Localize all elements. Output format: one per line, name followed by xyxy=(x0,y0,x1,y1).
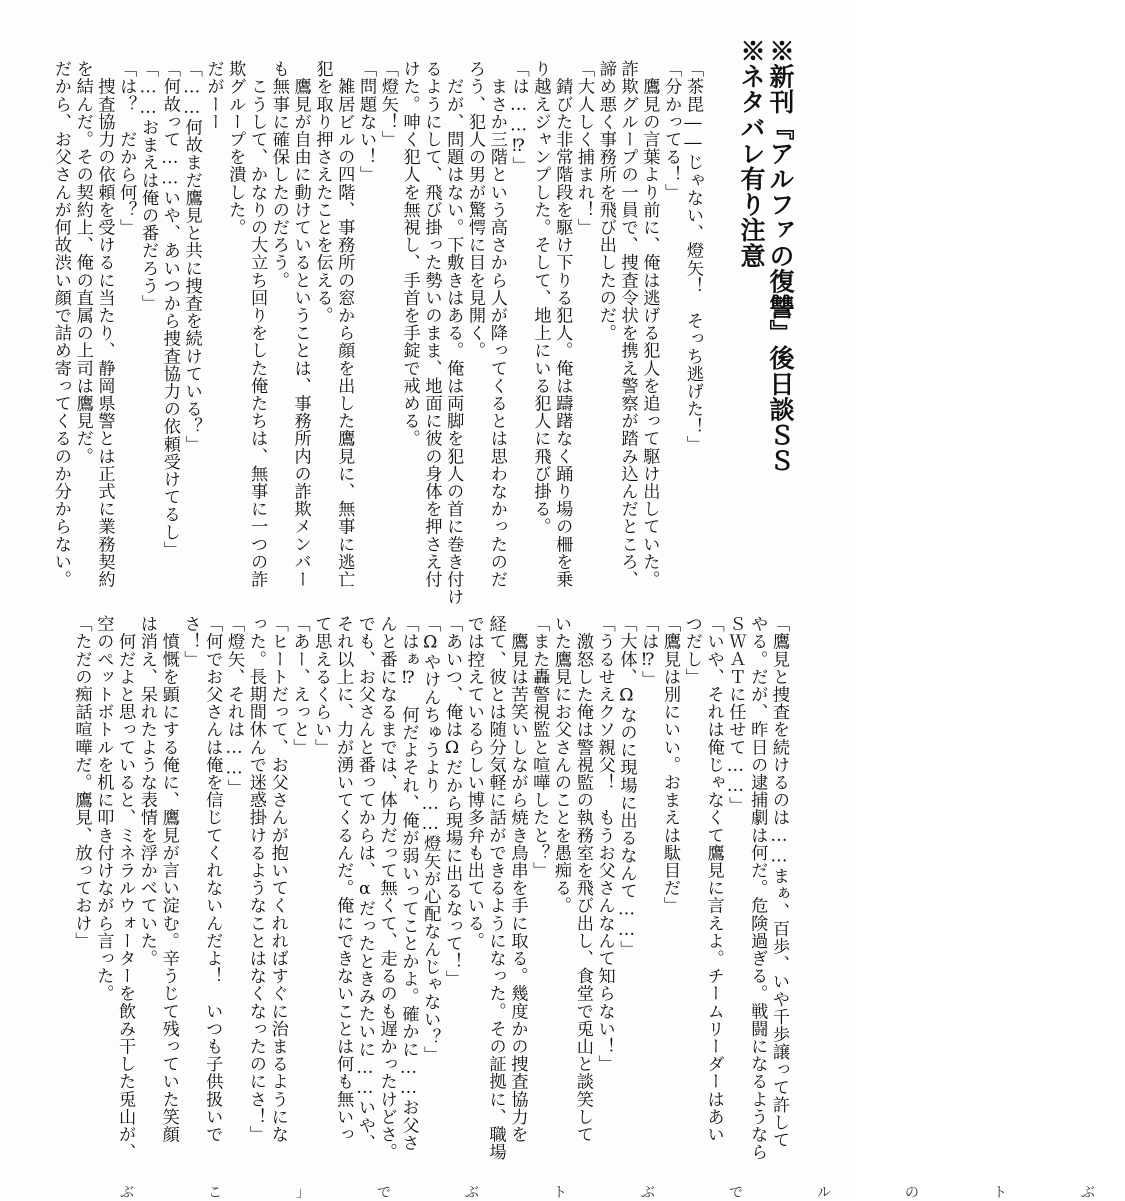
text-line: 「何故って……いや、あいつから捜査協力の依頼受けてるし」 xyxy=(159,60,180,559)
text-line: 「燈矢、それは……」 xyxy=(224,615,245,797)
text-line: 「鷹見は別にいい。おまえは駄目だ」 xyxy=(660,615,681,915)
text-line: だがーー xyxy=(203,60,224,131)
text-line: 空のペットボトルを机に叩き付けながら言った。 xyxy=(93,615,114,1003)
title-block xyxy=(733,38,795,498)
text-line: でも、お父さんと番ってからは、αだったときみたいに……いや、 xyxy=(354,615,375,1152)
text-line: 「問題ない！」 xyxy=(356,60,377,184)
title-line-1: ※新刊『アルファの復讐』後日談ＳＳ xyxy=(766,38,795,474)
text-line: だが、問題はない。下敷きはある。俺は両脚を犯人の首に巻き付け xyxy=(443,60,464,606)
text-line: 「燈矢！」 xyxy=(377,60,398,148)
text-line: ＳＷＡＴに任せて……」 xyxy=(725,615,746,815)
text-line: 「はぁ⁉ 何だよそれ、俺が弱いってことかよ。確かに……お父さ xyxy=(398,615,419,1152)
text-line: 「あいつ、俺はΩだから現場に出るなって！」 xyxy=(442,615,463,988)
text-line: それ以上に、力が湧いてくるんだ。俺にできないことは何も無いっ xyxy=(333,615,354,1143)
text-line: 「いや、それは俺じゃなくて鷹見に言えよ。チームリーダーはあい xyxy=(703,615,724,1143)
text-line: けた。呻く犯人を無視し、手首を手錠で戒める。 xyxy=(399,60,420,448)
text-line: 錆びた非常階段を駆け下りる犯人。俺は躊躇なく踊り場の柵を乗 xyxy=(552,60,573,588)
text-line: 「ヒートだって、お父さんが抱いてくれればすぐに治まるようにな xyxy=(267,615,288,1143)
text-line: 諦め悪く事務所を飛び出したのだ。 xyxy=(595,60,616,342)
text-line: では控えているらしい博多弁も出ている。 xyxy=(463,615,484,950)
text-line: 詐欺グループの一員で、捜査令状を携え警察が踏み込んだところ、 xyxy=(617,60,638,588)
lower-text-block xyxy=(49,615,789,1190)
text-line: さ！」 xyxy=(180,615,201,668)
text-line: るようにして、飛び掛った勢いのまま、地面に彼の身体を押さえ付 xyxy=(421,60,442,588)
text-line: 「何でお父さんは俺を信じてくれないんだよ！ いつも子供扱いで xyxy=(202,615,223,1143)
text-line: 「は？ だから何？」 xyxy=(116,60,137,236)
text-line: 「あー、えっと」 xyxy=(289,615,310,756)
text-line: 「鷹見と捜査を続けるのは……まぁ、百歩、いや千歩譲って許して xyxy=(769,615,789,1149)
text-line: った。長期間休んで迷惑掛けるようなことはなくなったのにさ！」 xyxy=(245,615,266,1143)
text-line: 「分かってる！」 xyxy=(661,60,682,201)
text-line: 欺グループを潰した。 xyxy=(225,60,246,236)
text-line: いた鷹見にお父さんのことを愚痴る。 xyxy=(551,615,572,915)
text-line: 憤慨を顕にする俺に、鷹見が言い淀む。辛うじて残っていた笑顔 xyxy=(158,615,179,1143)
text-line: 「は⁉」 xyxy=(638,615,659,689)
text-line: まさか三階という高さから人が降ってくるとは思わなかったのだ xyxy=(486,60,507,588)
text-line: 鷹見が自由に動けているということは、事務所内の詐欺メンバー xyxy=(290,60,311,588)
text-line: こうして、かなりの大立ち回りをした俺たちは、無事に一つの詐 xyxy=(247,60,268,588)
text-line: 「……おまえは俺の番だろう」 xyxy=(138,60,159,312)
text-line: り越えジャンプした。そして、地上にいる犯人に飛び掛る。 xyxy=(530,60,551,536)
text-line: ろう、犯人の男が驚愕に目を見開く。 xyxy=(465,60,486,360)
text-line: 雑居ビルの四階、事務所の窓から顔を出した鷹見に、無事に逃亡 xyxy=(334,60,355,588)
text-line: も無事に確保したのだろう。 xyxy=(268,60,289,289)
text-line: 捜査協力の依頼を受けるに当たり、静岡県警とは正式に業務契約 xyxy=(94,60,115,588)
text-line: 経て、彼とは随分気軽に話ができるようになった。その証拠に、職場 xyxy=(485,615,506,1161)
text-line: 「大体、Ωなのに現場に出るなんて……」 xyxy=(616,615,637,958)
title-line-2: ※ネタバレ有り注意 xyxy=(737,38,766,269)
text-line: 鷹見の言葉より前に、俺は逃げる犯人を追って駆け出していた。 xyxy=(639,60,660,588)
text-line: 「……何故まだ鷹見と共に捜査を続けている？」 xyxy=(181,60,202,453)
text-line: て思えるくらい」 xyxy=(311,615,332,756)
text-line: 「また轟警視監と喧嘩したと？」 xyxy=(529,615,550,879)
text-line: つだし」 xyxy=(681,615,702,686)
text-line: 犯を取り押さえたことを伝える。 xyxy=(312,60,333,324)
text-line: 激怒した俺は警視監の執務室を飛び出し、食堂で兎山と談笑して xyxy=(572,615,593,1143)
text-line: 「大人しく捕まれ！」 xyxy=(574,60,595,236)
text-line: を結んだ。その契約上、俺の直属の上司は鷹見だ。 xyxy=(72,60,93,465)
text-line: 何だよと思っていると、ミネラルウォーターを飲み干した兎山が、 xyxy=(115,615,136,1161)
text-line: やる。だが、昨日の逮捕劇は何だ。危険過ぎる。戦闘になるようなら xyxy=(747,615,768,1161)
text-line: んと番になるまでは、体力だって無くて、走るのも遅かったけどさ。 xyxy=(376,615,397,1161)
text-line: だから、お父さんが何故渋い顔で詰め寄ってくるのか分からない。 xyxy=(50,60,71,588)
text-line: 「茶毘――じゃない、燈矢！ そっち逃げた！」 xyxy=(683,60,703,453)
text-line: 「Ωやけんちゅうより……燈矢が心配なんじゃない？」 xyxy=(420,615,441,1064)
text-line: は消え、呆れたような表情を浮かべていた。 xyxy=(136,615,157,967)
text-line: 「ただの痴話喧嘩だ。鷹見、放っておけ」 xyxy=(71,615,92,950)
next-page-fragments: ぶ こ 」 で ぶ ト ぶ で ル の ト ぶ xyxy=(120,1185,1125,1201)
text-line: 「は……⁉」 xyxy=(508,60,529,174)
text-line: 「うるせえクソ親父！ もうお父さんなんて知らない！」 xyxy=(594,615,615,1073)
text-line: 鷹見は苦笑いしながら焼き鳥串を手に取る。幾度かの捜査協力を xyxy=(507,615,528,1143)
upper-text-block xyxy=(43,60,703,606)
